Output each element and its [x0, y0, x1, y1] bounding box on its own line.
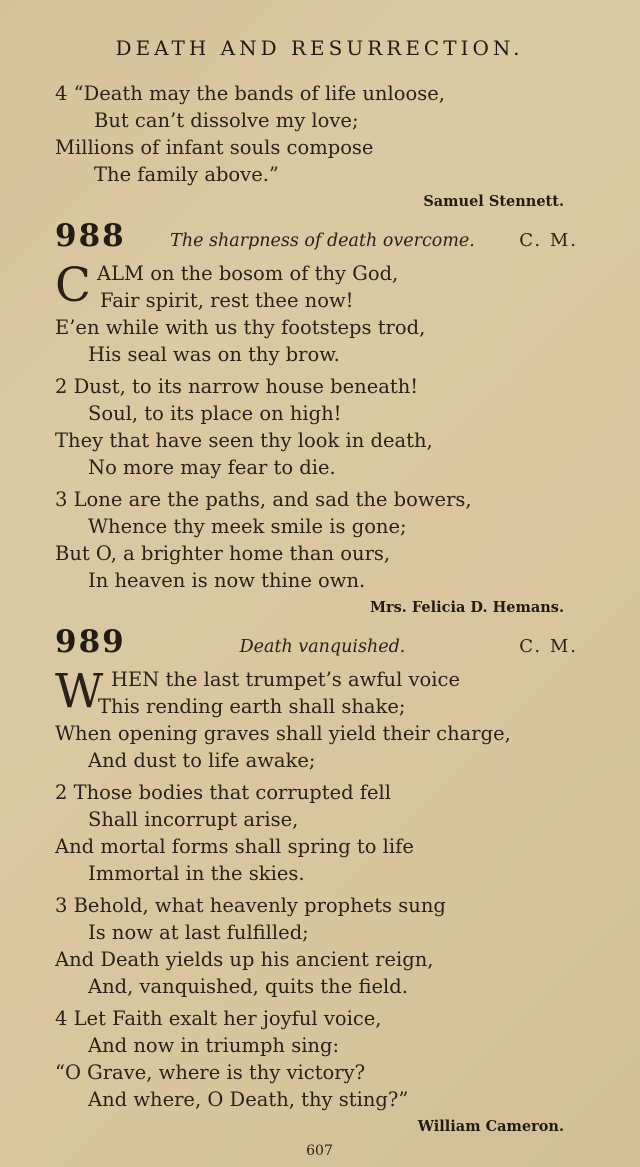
verse-line: 3 Lone are the paths, and sad the bowers, — [55, 488, 472, 511]
verse-line: Soul, to its place on high! — [88, 402, 342, 425]
hymn-meter: C. M. — [519, 636, 578, 657]
stanza-989-4 — [55, 1005, 584, 1113]
author-attribution: Samuel Stennett. — [423, 193, 564, 210]
hymn-header-988 — [55, 218, 584, 254]
stanza-988-3 — [55, 486, 584, 594]
hymn-title: Death vanquished. — [239, 637, 406, 657]
author-attribution: Mrs. Felicia D. Hemans. — [369, 599, 564, 616]
verse-line: 2 Dust, to its narrow house beneath! — [55, 375, 419, 398]
verse-line: Shall incorrupt arise, — [88, 808, 299, 831]
verse-line: In heaven is now thine own. — [88, 569, 366, 592]
stanza-988-1 — [55, 260, 584, 368]
verse-line: No more may fear to die. — [88, 456, 336, 479]
stanza-989-3 — [55, 892, 584, 1000]
hymn-title: The sharpness of death overcome. — [170, 231, 475, 251]
hymn-header-989 — [55, 624, 584, 660]
verse-line: 4 “Death may the bands of life unloose, — [55, 82, 445, 105]
dropcap-initial: W — [55, 664, 104, 719]
stanza-989-2 — [55, 779, 584, 887]
verse-line: Immortal in the skies. — [88, 862, 305, 885]
verse-line: 2 Those bodies that corrupted fell — [55, 781, 392, 804]
verse-line: And Death yields up his ancient reign, — [55, 948, 434, 971]
verse-line: But can’t dissolve my love; — [94, 109, 359, 132]
author-attribution: William Cameron. — [417, 1118, 564, 1135]
verse-line: Fair spirit, rest thee now! — [100, 289, 354, 312]
verse-line: 3 Behold, what heavenly prophets sung — [55, 894, 446, 917]
page-number: 607 — [306, 1143, 333, 1159]
verse-line: The family above.” — [94, 163, 279, 186]
hymn-number: 989 — [55, 624, 126, 660]
verse-line: And dust to life awake; — [88, 749, 316, 772]
verse-line: Millions of infant souls compose — [55, 136, 374, 159]
verse-line: His seal was on thy brow. — [88, 343, 340, 366]
verse-line: HEN the last trumpet’s awful voice — [111, 668, 460, 691]
verse-line: Is now at last fulfilled; — [88, 921, 309, 944]
verse-line: When opening graves shall yield their charge, — [55, 722, 511, 745]
verse-line: This rending earth shall shake; — [98, 695, 406, 718]
verse-line: E’en while with us thy footsteps trod, — [55, 316, 426, 339]
verse-line: ALM on the bosom of thy God, — [97, 262, 399, 285]
verse-line: And mortal forms shall spring to life — [55, 835, 414, 858]
section-heading: DEATH AND RESURRECTION. — [115, 36, 524, 60]
verse-line: And now in triumph sing: — [88, 1034, 340, 1057]
stanza-988-2 — [55, 373, 584, 481]
verse-line: “O Grave, where is thy victory? — [55, 1061, 366, 1084]
hymn-meter: C. M. — [519, 230, 578, 251]
verse-line: And, vanquished, quits the field. — [88, 975, 408, 998]
verse-line: 4 Let Faith exalt her joyful voice, — [55, 1007, 382, 1030]
stanza-prelude — [55, 80, 584, 188]
verse-line: And where, O Death, thy sting?” — [88, 1088, 409, 1111]
verse-line: Whence thy meek smile is gone; — [88, 515, 407, 538]
dropcap-initial: C — [55, 258, 91, 313]
verse-line: They that have seen thy look in death, — [55, 429, 433, 452]
stanza-989-1 — [55, 666, 584, 774]
hymn-number: 988 — [55, 218, 126, 254]
verse-line: But O, a brighter home than ours, — [55, 542, 391, 565]
